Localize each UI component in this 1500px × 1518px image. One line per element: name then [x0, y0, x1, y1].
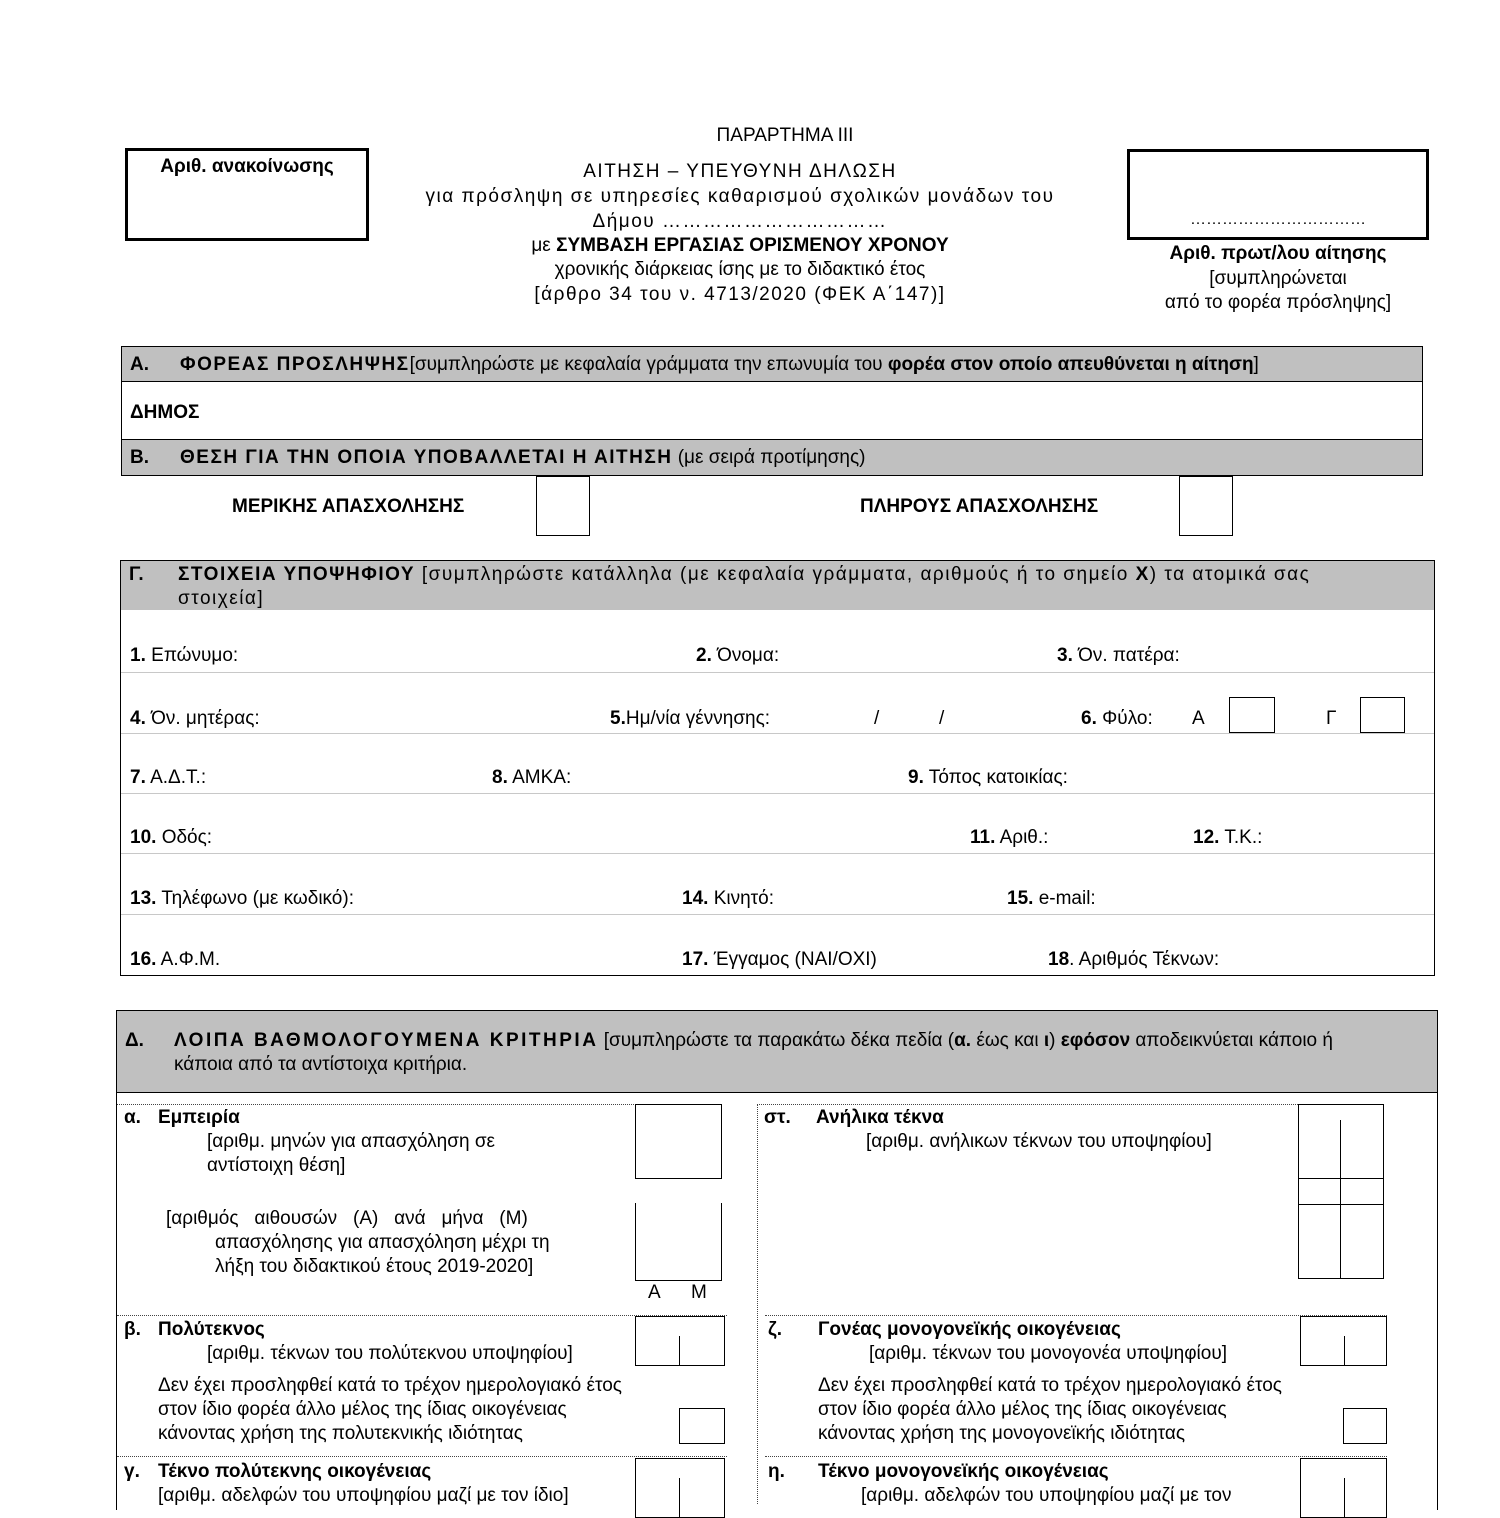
protocol-number-box[interactable] [1127, 149, 1429, 240]
protocol-label: Αριθ. πρωτ/λου αίτησης [1169, 243, 1387, 264]
married-label: Έγγαμος (ΝΑΙ/ΟΧΙ) [713, 949, 877, 970]
partial-employment-checkbox[interactable] [536, 476, 590, 536]
criterion-a-title: Εμπειρία [158, 1107, 240, 1128]
dotted-column-divider [757, 1104, 758, 1504]
street-number-label: Αριθ.: [999, 827, 1049, 848]
field-number: 7. [130, 767, 146, 788]
first-name-field[interactable] [696, 644, 779, 668]
criterion-st-title: Ανήλικα τέκνα [816, 1107, 944, 1128]
row-divider [121, 793, 1434, 794]
date-separator: / [939, 708, 945, 729]
field-number: 10. [130, 827, 157, 848]
field-number: 16. [130, 949, 157, 970]
section-c-heading [178, 563, 1310, 587]
section-d-header [117, 1011, 1437, 1093]
criterion-a-note-2: αντίστοιχη θέση] [207, 1155, 346, 1176]
experience-months-input[interactable] [635, 1104, 722, 1179]
field-number: 14. [682, 888, 709, 909]
phone-field[interactable] [130, 887, 354, 911]
father-name-label: Όν. πατέρα: [1078, 645, 1180, 666]
field-number: 15. [1007, 888, 1034, 909]
field-number: 3. [1057, 645, 1073, 666]
field-number: 2. [696, 645, 712, 666]
section-c-note-bold: Χ [1135, 564, 1150, 585]
protocol-note-1: [συμπληρώνεται [1209, 268, 1347, 289]
criterion-a-note-3: [αριθμός αιθουσών (Α) ανά μήνα (Μ) [166, 1208, 528, 1229]
date-separator: / [874, 708, 880, 729]
announcement-number-box[interactable] [125, 148, 369, 241]
dotted-divider [757, 1104, 1384, 1105]
criterion-st-note: [αριθμ. ανήλικων τέκνων του υποψηφίου] [866, 1131, 1212, 1152]
dotted-divider [765, 1456, 1387, 1457]
full-employment-label: ΠΛΗΡΟΥΣ ΑΠΑΣΧΟΛΗΣΗΣ [860, 496, 1099, 517]
gender-female-checkbox[interactable] [1360, 697, 1405, 733]
section-b-letter: Β. [130, 447, 149, 468]
row-divider [121, 672, 1434, 673]
tax-number-field[interactable] [130, 948, 220, 972]
children-count-field[interactable] [1048, 948, 1219, 972]
section-b-header [121, 440, 1423, 476]
birth-date-label: Ημ/νία γέννησης: [625, 708, 771, 729]
input-divider [1344, 1336, 1345, 1366]
section-c-note: [συμπληρώστε κατάλληλα (με κεφαλαία γράμματα, αριθμούς ή το σημείο [421, 564, 1136, 585]
criterion-z-letter: ζ. [768, 1319, 783, 1340]
large-family-not-hired-checkbox[interactable] [679, 1408, 725, 1444]
single-parent-not-hired-checkbox[interactable] [1343, 1408, 1387, 1444]
section-d-note-i: ι [1043, 1030, 1050, 1051]
field-number: 11. [970, 827, 996, 848]
field-number: 6. [1081, 708, 1097, 729]
section-b-note: (με σειρά προτίμησης) [677, 447, 866, 468]
row-divider [121, 914, 1434, 915]
surname-field[interactable] [130, 644, 238, 668]
full-employment-checkbox[interactable] [1179, 476, 1233, 536]
section-d-note-3: ) [1049, 1030, 1061, 1051]
contract-prefix: με [531, 235, 557, 256]
section-a-heading [180, 353, 1259, 377]
criterion-a-note-4: απασχόλησης για απασχόληση μέχρι τη [215, 1232, 550, 1253]
protocol-dots: …………………………… [1190, 211, 1366, 228]
form-title: ΑΙΤΗΣΗ – ΥΠΕΥΘΥΝΗ ΔΗΛΩΣΗ [583, 161, 897, 182]
employer-field[interactable] [121, 381, 1423, 440]
mother-name-field[interactable] [130, 707, 260, 731]
section-c-header [121, 561, 1434, 610]
father-name-field[interactable] [1057, 644, 1180, 668]
employer-value: ΔΗΜΟΣ [130, 402, 200, 423]
minor-children-input[interactable] [1298, 1104, 1384, 1279]
input-divider [1340, 1120, 1341, 1279]
gender-male-checkbox[interactable] [1229, 697, 1275, 733]
row-divider [121, 853, 1434, 854]
criterion-z-note: [αριθμ. τέκνων του μονογονέα υποψηφίου] [869, 1343, 1227, 1364]
criterion-b-note: [αριθμ. τέκνων του πολύτεκνου υποψηφίου] [207, 1343, 573, 1364]
section-d-note-a: α. [954, 1030, 972, 1051]
section-a-note-bold: φορέα στον οποίο απευθύνεται η αίτηση [887, 354, 1254, 375]
months-column-label: Μ [691, 1282, 707, 1303]
postal-code-label: Τ.Κ.: [1224, 827, 1263, 848]
section-d-note-line2: κάποια από τα αντίστοιχα κριτήρια. [174, 1054, 468, 1075]
dotted-divider [117, 1104, 722, 1105]
annex-title: ΠΑΡΑΡΤΗΜΑ ΙΙΙ [716, 125, 854, 146]
gender-label: Φύλο: [1102, 708, 1153, 729]
field-number: 4. [130, 708, 146, 729]
section-d-title: ΛΟΙΠΑ ΒΑΘΜΟΛΟΓΟΥΜΕΝΑ ΚΡΙΤΗΡΙΑ [174, 1030, 599, 1051]
criterion-b-text-1: Δεν έχει προσληφθεί κατά το τρέχον ημερολογιακό έτος [158, 1375, 622, 1396]
input-divider [1298, 1204, 1384, 1205]
input-divider [1344, 1478, 1345, 1518]
criterion-g-note: [αριθμ. αδελφών του υποψηφίου μαζί με τον ίδιο] [158, 1485, 569, 1506]
criterion-b-text-2: στον ίδιο φορέα άλλο μέλος της ίδιας οικογένειας [158, 1399, 567, 1420]
form-subtitle-1: για πρόσληψη σε υπηρεσίες καθαρισμού σχολικών μονάδων του [425, 186, 1055, 207]
section-d-letter: Δ. [125, 1030, 144, 1051]
input-divider [1298, 1178, 1384, 1179]
criterion-b-title: Πολύτεκνος [158, 1319, 265, 1340]
field-number: 1. [130, 645, 146, 666]
section-d-note-4: αποδεικνύεται κάποιο ή [1130, 1030, 1333, 1051]
criterion-a-letter: α. [124, 1107, 141, 1128]
gender-option-female-label: Γ [1326, 708, 1337, 729]
criterion-h-title: Τέκνο μονογονεϊκής οικογένειας [818, 1461, 1109, 1482]
criterion-g-letter: γ. [124, 1461, 140, 1482]
criterion-g-title: Τέκνο πολύτεκνης οικογένειας [158, 1461, 432, 1482]
criterion-z-text-1: Δεν έχει προσληφθεί κατά το τρέχον ημερολογιακό έτος [818, 1375, 1282, 1396]
mobile-label: Κινητό: [713, 888, 775, 909]
section-a-title: ΦΟΡΕΑΣ ΠΡΟΣΛΗΨΗΣ [180, 354, 410, 375]
surname-label: Επώνυμο: [151, 645, 239, 666]
children-count-label: . Αριθμός Τέκνων: [1069, 949, 1220, 970]
form-subtitle-3 [380, 234, 1100, 258]
section-d-note: [συμπληρώστε τα παρακάτω δέκα πεδία ( [603, 1030, 955, 1051]
first-name-label: Όνομα: [717, 645, 780, 666]
field-number: 18 [1048, 949, 1070, 970]
large-family-siblings-input[interactable] [635, 1458, 725, 1518]
residence-label: Τόπος κατοικίας: [928, 767, 1068, 788]
input-divider [679, 1478, 680, 1518]
email-field[interactable] [1007, 887, 1096, 911]
section-d-heading [174, 1029, 1333, 1053]
section-a-header [121, 346, 1423, 382]
section-b-title: ΘΕΣΗ ΓΙΑ ΤΗΝ ΟΠΟΙΑ ΥΠΟΒΑΛΛΕΤΑΙ Η ΑΙΤΗΣΗ [180, 447, 673, 468]
classrooms-column-label: Α [648, 1282, 661, 1303]
criterion-z-text-2: στον ίδιο φορέα άλλο μέλος της ίδιας οικογένειας [818, 1399, 1227, 1420]
gender-field [1081, 707, 1153, 731]
criterion-b-text-3: κάνοντας χρήση της πολυτεκνικής ιδιότητας [158, 1423, 523, 1444]
partial-employment-label: ΜΕΡΙΚΗΣ ΑΠΑΣΧΟΛΗΣΗΣ [232, 496, 465, 517]
protocol-note-2: από το φορέα πρόσληψης] [1164, 292, 1392, 313]
dotted-divider [765, 1315, 1387, 1316]
mobile-field[interactable] [682, 887, 774, 911]
criterion-a-note-1: [αριθμ. μηνών για απασχόληση σε [207, 1131, 496, 1152]
section-a-note-end: ] [1253, 354, 1259, 375]
mother-name-label: Όν. μητέρας: [151, 708, 260, 729]
gender-option-male-label: Α [1192, 708, 1205, 729]
postal-code-field[interactable] [1193, 826, 1262, 850]
criterion-a-note-5: λήξη του διδακτικού έτους 2019-2020] [215, 1256, 534, 1277]
residence-field[interactable] [908, 766, 1068, 790]
dotted-divider [117, 1456, 727, 1457]
contract-type: ΣΥΜΒΑΣΗ ΕΡΓΑΣΙΑΣ ΟΡΙΣΜΕΝΟΥ ΧΡΟΝΟΥ [556, 235, 949, 256]
classrooms-per-month-input[interactable] [635, 1203, 722, 1281]
criterion-h-letter: η. [768, 1461, 785, 1482]
legal-reference: [άρθρο 34 του ν. 4713/2020 (ΦΕΚ Α΄147)] [534, 284, 946, 305]
section-c-letter: Γ. [129, 564, 144, 585]
email-label: e-mail: [1038, 888, 1096, 909]
criterion-b-letter: β. [124, 1319, 141, 1340]
tax-number-label: Α.Φ.Μ. [160, 949, 221, 970]
large-family-children-input[interactable] [635, 1316, 725, 1366]
section-c-note-line2: στοιχεία] [178, 588, 265, 609]
form-subtitle-4: χρονικής διάρκειας ίσης με το διδακτικό έτος [554, 259, 926, 280]
id-number-label: Α.Δ.Τ.: [150, 767, 207, 788]
section-c-title: ΣΤΟΙΧΕΙΑ ΥΠΟΨΗΦΙΟΥ [178, 564, 416, 585]
id-number-field[interactable] [130, 766, 206, 790]
section-a-letter: Α. [130, 354, 149, 375]
field-number: 17. [682, 949, 709, 970]
form-subtitle-2: Δήμου …………………………… [592, 211, 888, 232]
announcement-label: Αριθ. ανακοίνωσης [160, 156, 334, 177]
criterion-h-note: [αριθμ. αδελφών του υποψηφίου μαζί με τον [861, 1485, 1232, 1506]
amka-field[interactable] [492, 766, 571, 790]
field-number: 12. [1193, 827, 1220, 848]
row-divider [121, 733, 1434, 734]
married-field[interactable] [682, 948, 877, 972]
input-divider [679, 1336, 680, 1366]
amka-label: ΑΜΚΑ: [512, 767, 572, 788]
criterion-z-title: Γονέας μονογονεϊκής οικογένειας [818, 1319, 1121, 1340]
section-d-note-efoson: εφόσον [1060, 1030, 1131, 1051]
street-field[interactable] [130, 826, 212, 850]
section-b-heading [180, 446, 865, 470]
field-number: 5. [610, 708, 626, 729]
field-number: 8. [492, 767, 508, 788]
section-d-note-2: έως και [971, 1030, 1044, 1051]
criterion-st-letter: στ. [764, 1107, 791, 1128]
phone-label: Τηλέφωνο (με κωδικό): [161, 888, 354, 909]
criterion-z-text-3: κάνοντας χρήση της μονογονεϊκής ιδιότητας [818, 1423, 1186, 1444]
street-number-field[interactable] [970, 826, 1048, 850]
field-number: 9. [908, 767, 924, 788]
field-number: 13. [130, 888, 157, 909]
section-c-note-end: ) τα ατομικά σας [1149, 564, 1311, 585]
birth-date-field[interactable] [610, 707, 770, 731]
section-a-note: [συμπληρώστε με κεφαλαία γράμματα την επωνυμία του [409, 354, 888, 375]
street-label: Οδός: [161, 827, 213, 848]
